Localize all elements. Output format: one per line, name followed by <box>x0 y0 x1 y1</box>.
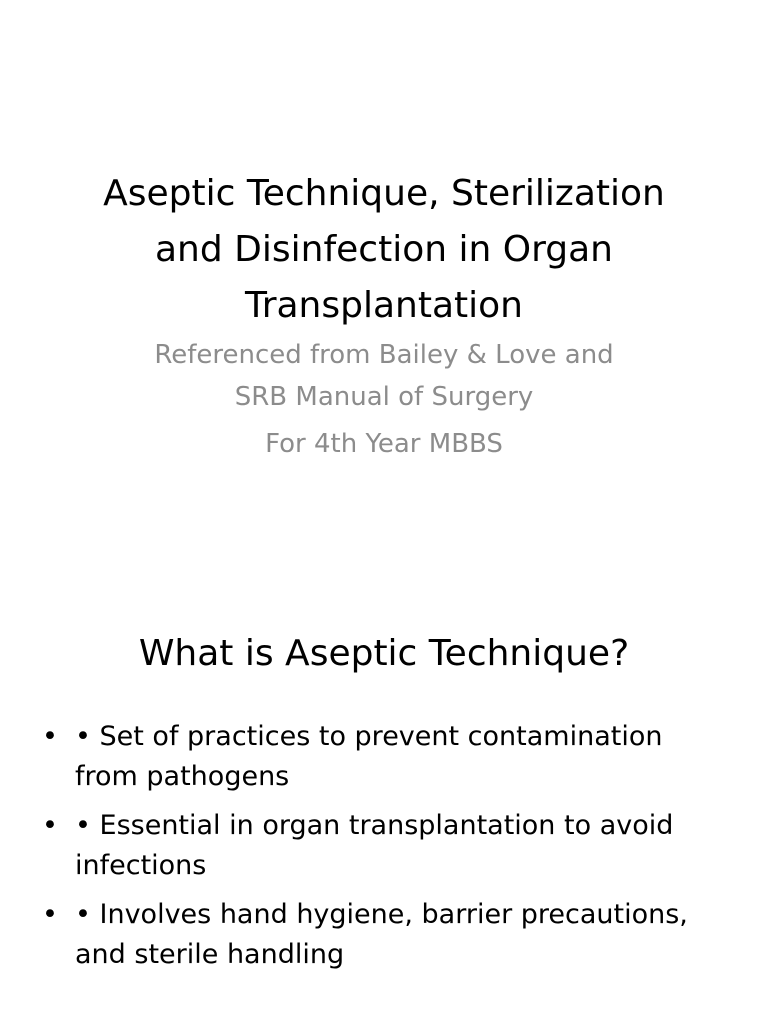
list-item-text: • Set of practices to prevent contamination from pathogens <box>75 721 663 792</box>
list-item-text: • Involves hand hygiene, barrier precautions, and sterile handling <box>75 899 688 970</box>
subtitle-line: SRB Manual of Surgery <box>234 382 534 412</box>
slide-heading: What is Aseptic Technique? <box>138 633 630 674</box>
slide-subtitle <box>40 334 728 465</box>
slide-title <box>40 166 728 334</box>
list-item <box>40 895 730 975</box>
title-line: Transplantation <box>245 285 523 326</box>
content-slide <box>0 512 768 1024</box>
list-item <box>40 717 730 797</box>
title-line: Aseptic Technique, Sterilization <box>103 173 665 214</box>
title-line: and Disinfection in Organ <box>155 229 613 270</box>
bullet-list <box>40 717 730 984</box>
list-item <box>40 806 730 886</box>
bullet-icon: • <box>42 721 58 752</box>
bullet-icon: • <box>42 810 58 841</box>
bullet-icon: • <box>42 899 58 930</box>
subtitle-line: Referenced from Bailey & Love and <box>154 340 614 370</box>
subtitle-line: For 4th Year MBBS <box>265 429 503 459</box>
list-item-text: • Essential in organ transplantation to avoid infections <box>75 810 674 881</box>
